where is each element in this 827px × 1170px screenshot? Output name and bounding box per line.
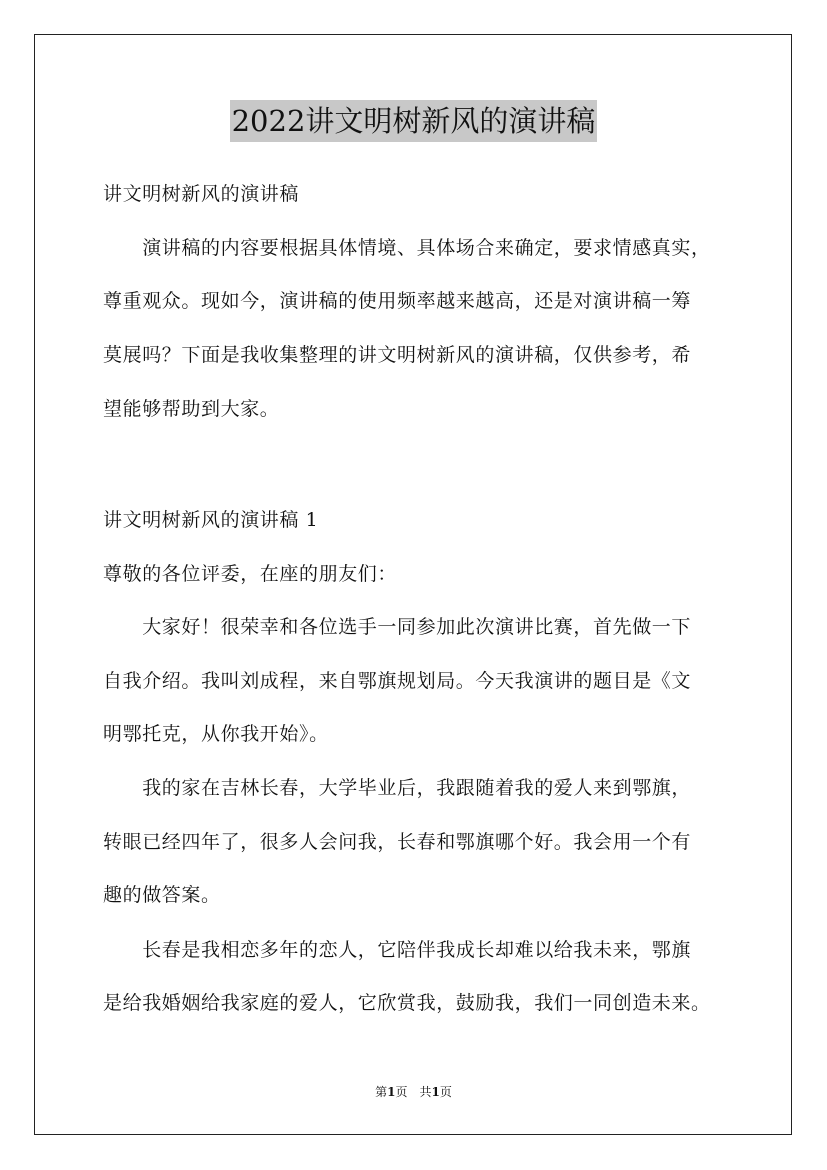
page-footer xyxy=(0,1083,827,1101)
section-heading: 讲文明树新风的演讲稿 1 xyxy=(103,509,319,531)
paragraph-line: 长春是我相恋多年的恋人，它陪伴我成长却难以给我未来，鄂旗 xyxy=(103,939,692,961)
paragraph-line: 趣的做答案。 xyxy=(103,884,221,906)
paragraph-line: 莫展吗？下面是我收集整理的讲文明树新风的演讲稿，仅供参考，希 xyxy=(103,344,692,366)
paragraph-line: 是给我婚姻给我家庭的爱人，它欣赏我，鼓励我，我们一同创造未来。 xyxy=(103,992,711,1014)
paragraph-line: 演讲稿的内容要根据具体情境、具体场合来确定，要求情感真实， xyxy=(103,237,711,259)
page-total: 1 xyxy=(431,1085,440,1099)
paragraph-line: 大家好！很荣幸和各位选手一同参加此次演讲比赛，首先做一下 xyxy=(103,616,692,638)
document-title: 2022讲文明树新风的演讲稿 xyxy=(230,100,598,142)
page-suffix: 页 xyxy=(439,1085,452,1099)
page-prefix: 第 xyxy=(375,1085,388,1099)
document-title-wrap xyxy=(0,100,827,142)
page-mid: 页 共 xyxy=(395,1085,432,1099)
section-heading: 讲文明树新风的演讲稿 xyxy=(103,183,300,205)
page-current: 1 xyxy=(387,1085,396,1099)
paragraph-line: 转眼已经四年了，很多人会问我，长春和鄂旗哪个好。我会用一个有 xyxy=(103,831,692,853)
paragraph-line: 明鄂托克，从你我开始》。 xyxy=(103,723,329,745)
paragraph-line: 我的家在吉林长春，大学毕业后，我跟随着我的爱人来到鄂旗， xyxy=(103,777,692,799)
paragraph-line: 自我介绍。我叫刘成程，来自鄂旗规划局。今天我演讲的题目是《文 xyxy=(103,670,692,692)
paragraph-line: 尊敬的各位评委，在座的朋友们： xyxy=(103,563,398,585)
paragraph-line: 望能够帮助到大家。 xyxy=(103,398,280,420)
paragraph-line: 尊重观众。现如今，演讲稿的使用频率越来越高，还是对演讲稿一筹 xyxy=(103,290,692,312)
